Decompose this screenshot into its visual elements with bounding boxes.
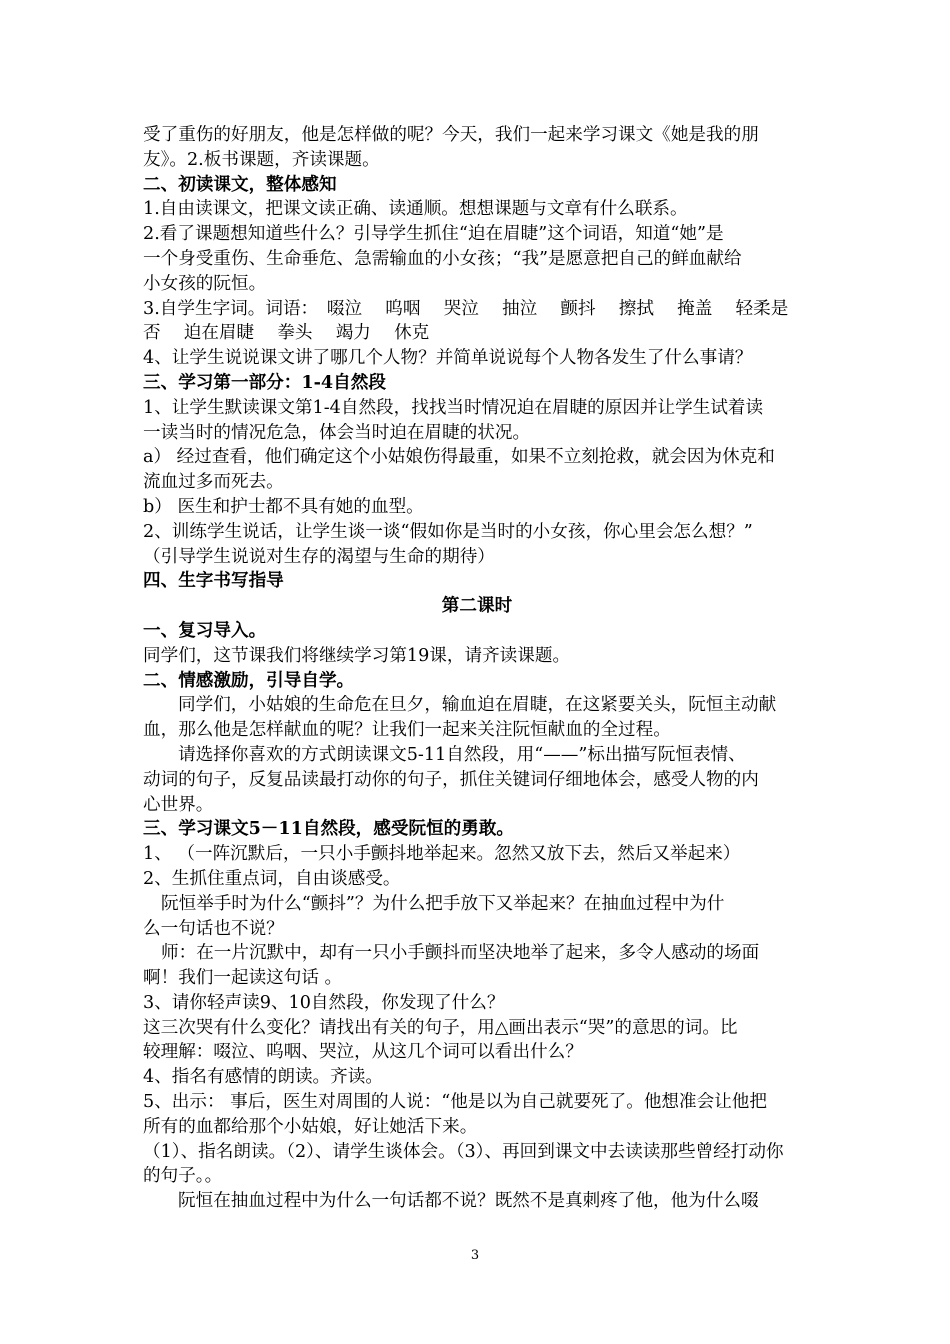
text-line: b） 医生和护士都不具有她的血型。 (143, 496, 424, 517)
section-heading: 二、情感激励，引导自学。 (143, 669, 355, 691)
text-line: 否 迫在眉睫 拳头 竭力 休克 (143, 323, 430, 344)
section-heading: 一、复习导入。 (143, 619, 267, 641)
text-line: 一读当时的情况危急，体会当时迫在眉睫的状况。 (143, 422, 531, 443)
text-line: 这三次哭有什么变化？请找出有关的句子，用△画出表示“哭”的意思的词。比 (143, 1017, 738, 1038)
section-heading: 第二课时 (441, 595, 513, 617)
text-line: 1.自由读课文，把课文读正确、读通顺。想想课题与文章有什么联系。 (143, 199, 688, 220)
text-line: 啊！我们一起读这句话 。 (143, 968, 343, 989)
text-line: 5、出示： 事后，医生对周围的人说：“他是以为自己就要死了。他想准会让他把 (143, 1092, 767, 1113)
text-line: 2、生抓住重点词，自由谈感受。 (143, 868, 401, 889)
text-line: （引导学生说说对生存的渴望与生命的期待） (143, 546, 495, 567)
text-line: 1、 （一阵沉默后，一只小手颤抖地举起来。忽然又放下去，然后又举起来） (143, 844, 741, 865)
text-line: 友》。2.板书课题，齐读课题。 (143, 149, 380, 170)
text-line: a） 经过查看，他们确定这个小姑娘伤得最重，如果不立刻抢救，就会因为休克和 (143, 447, 775, 468)
text-line: 师：在一片沉默中，却有一只小手颤抖而坚决地举了起来，多令人感动的场面 (161, 943, 760, 964)
text-line: 所有的血都给那个小姑娘，好让她活下来。 (143, 1116, 478, 1137)
text-line: 同学们，小姑娘的生命危在旦夕，输血迫在眉睫，在这紧要关头，阮恒主动献 (178, 695, 777, 716)
text-line: 4、指名有感情的朗读。齐读。 (143, 1067, 383, 1088)
text-line: 同学们，这节课我们将继续学习第19课，请齐读课题。 (143, 645, 571, 666)
section-heading: 三、学习第一部分：1-4自然段 (143, 371, 386, 393)
text-line: 心世界。 (143, 794, 214, 815)
text-line: 么一句话也不说？ (143, 918, 284, 939)
text-line: 请选择你喜欢的方式朗读课文5-11自然段，用“——”标出描写阮恒表情、 (178, 744, 746, 765)
text-line: 阮恒在抽血过程中为什么一句话都不说？既然不是真刺疼了他，他为什么啜 (178, 1191, 759, 1212)
text-line: 3、请你轻声读9、10自然段，你发现了什么？ (143, 992, 505, 1013)
text-line: 3.自学生字词。词语： 啜泣 呜咽 哭泣 抽泣 颤抖 擦拭 掩盖 轻柔是 (143, 298, 789, 319)
document-body (143, 123, 811, 1214)
section-heading: 三、学习课文5－11自然段，感受阮恒的勇敢。 (143, 818, 515, 840)
text-line: 一个身受重伤、生命垂危、急需输血的小女孩；“我”是愿意把自己的鲜血献给 (143, 248, 742, 269)
text-line: 小女孩的阮恒。 (143, 273, 267, 294)
text-line: 血，那么他是怎样献血的呢？让我们一起来关注阮恒献血的全过程。 (143, 720, 671, 741)
section-heading: 二、初读课文，整体感知 (143, 173, 337, 195)
text-line: 受了重伤的好朋友，他是怎样做的呢？今天，我们一起来学习课文《她是我的朋 (143, 125, 759, 145)
text-line: 动词的句子，反复品读最打动你的句子，抓住关键词仔细地体会，感受人物的内 (143, 769, 759, 790)
text-line: 2.看了课题想知道些什么？引导学生抓住“迫在眉睫”这个词语，知道“她”是 (143, 224, 724, 245)
text-line: 4、让学生说说课文讲了哪几个人物？并简单说说每个人物各发生了什么事请？ (143, 348, 753, 369)
text-line: 阮恒举手时为什么“颤抖”？为什么把手放下又举起来？在抽血过程中为什 (161, 893, 725, 914)
text-line: 2、训练学生说话，让学生谈一谈“假如你是当时的小女孩，你心里会怎么想？” (143, 521, 753, 542)
text-line: 流血过多而死去。 (143, 472, 284, 493)
text-line: （1）、指名朗读。（2）、请学生谈体会。（3）、再回到课文中去读读那些曾经打动你 (143, 1141, 784, 1162)
section-heading: 四、生字书写指导 (143, 570, 284, 592)
text-line: 的句子。。 (143, 1166, 223, 1187)
text-line: 1、让学生默读课文第1-4自然段，找找当时情况迫在眉睫的原因并让学生试着读 (143, 397, 764, 418)
page-number: 3 (470, 1248, 480, 1263)
text-line: 较理解：啜泣、呜咽、哭泣，从这几个词可以看出什么？ (143, 1042, 583, 1063)
